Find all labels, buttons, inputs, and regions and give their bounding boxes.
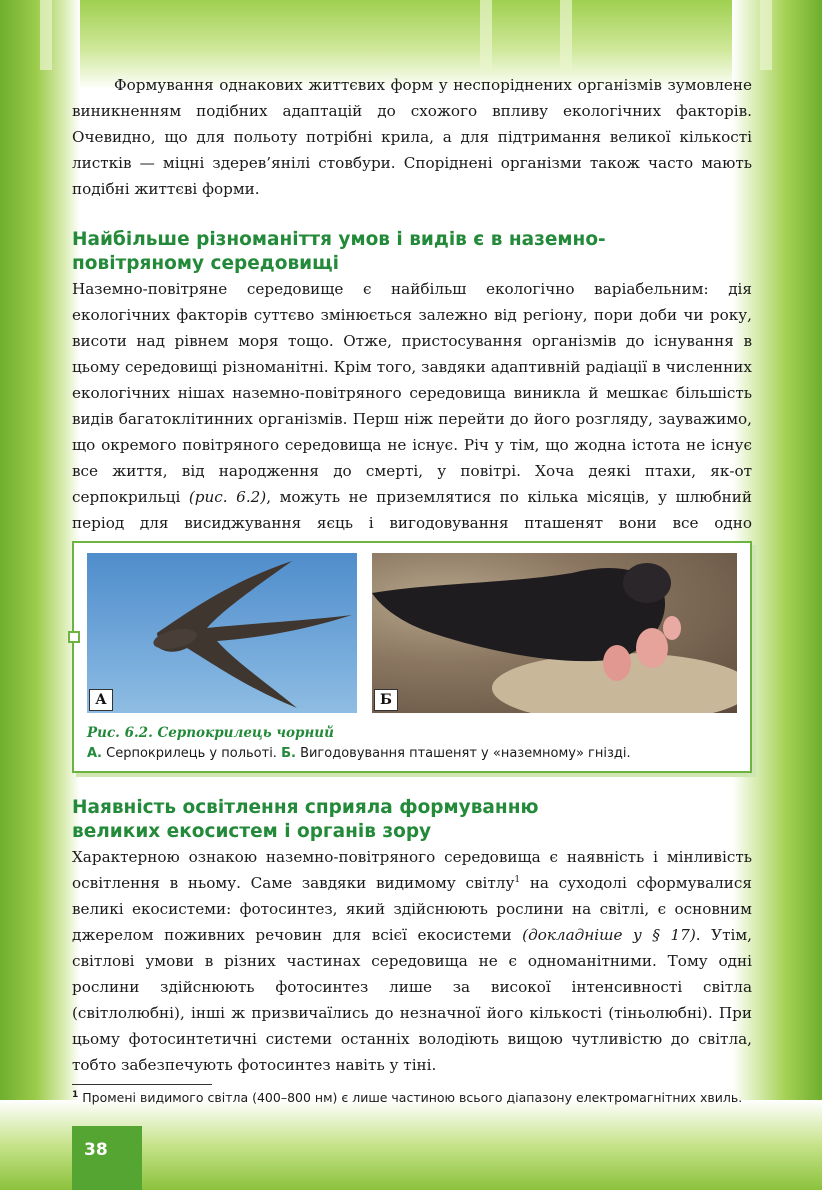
figure-caption [87,746,631,761]
section1-paragraph [72,276,752,562]
figure-6-2 [72,541,752,773]
figure-label-b: Б [374,689,398,711]
figure-title: Рис. 6.2. Серпокрилець чорний [87,725,334,741]
page-content-top [72,72,752,562]
section2-text-part1: Характерною ознакою наземно-повітряного середовища є наявність і мінливість освітлення в ньому. Саме завдяки видимому світлу [72,848,752,892]
caption-letter-b: Б. [281,746,296,761]
section-reference: (докладніше у § 17) [522,926,696,944]
footnote-text: Промені видимого світла (400–800 нм) є лише частиною всього діапазону електромагнітних хвиль. [78,1090,743,1105]
photo-swift-feeding-chicks [372,553,737,713]
figure-reference: (рис. 6.2) [188,488,267,506]
decorative-stripe [560,0,572,70]
page-number: 38 [84,1140,108,1160]
photo-swift-in-flight [87,553,357,713]
intro-paragraph: Формування однакових життєвих форм у неспоріднених організмів зумовлене виникненням подібних адаптацій до схожого впливу екологічних факторів. Очевидно, що для польоту потрібні крила, а для підтримання великої кількості листків — міцні здерев’янілі стовбури. Споріднені організми також часто мають подібні життєві форми. [72,76,752,198]
section1-text-before-ref: Наземно-повітряне середовище є найбільш екологічно варіабельним: дія екологічних факторів суттєво змінюється залежно від регіону, пори доби чи року, висоти над рівнем моря тощо. Отже, пристосування організмів до існування в цьому середовищі різноманітні. Крім того, завдяки адаптивній радіації в численних екологічних нішах наземно-повітряного середовища виникла й мешкає більшість видів багатоклітинних організмів. Перш ніж перейти до його розгляду, зауважимо, що окремого повітряного середовища не існує. Річ у тім, що жодна істота не існує все життя, від народження до смерті, у повітрі. Хоча деякі птахи, як-от серпокрильці [72,280,752,506]
section2-heading [72,796,752,844]
decorative-stripe [480,0,492,70]
figure-marker-icon [68,631,80,643]
section2-paragraph [72,844,752,1078]
caption-text-b: Вигодовування пташенят у «наземному» гнізді. [295,746,631,761]
decorative-stripe [760,0,772,70]
footnote [72,1089,752,1107]
page-content-bottom [72,796,752,1107]
section1-heading-line2: повітряному середовищі [72,253,339,274]
page-number-box [72,1126,142,1190]
swift-nest-illustration [372,553,737,713]
section2-text-part3: . Утім, світлові умови в різних частинах середовища не є одноманітними. Тому одні рослини здійснюють фотосинтез лише за високої інтенсивності світла (світлолюбні), інші ж призвичаїлись до незначної його кількості (тіньолюбні). При цьому фотосинтетичні системи останніх володіють вищою чутливістю до світла, тобто забезпечують фотосинтез навіть у тіні. [72,926,752,1074]
footnote-divider [72,1084,212,1085]
section1-heading-line1: Найбільше різноманіття умов і видів є в наземно- [72,229,606,250]
caption-text-a: Серпокрилець у польоті. [102,746,282,761]
section2-heading-line2: великих екосистем і органів зору [72,821,432,842]
footnote-number: 1 [72,1089,79,1100]
caption-letter-a: А. [87,746,102,761]
section2-heading-line1: Наявність освітлення сприяла формуванню [72,797,539,818]
section1-heading [72,228,752,276]
decorative-stripe [40,0,52,70]
decorative-background-left [0,0,80,1190]
section1-text-after-ref: , можуть не приземлятися по кілька місяців, у шлюбний період для висиджування яєць і вигодовування пташенят вони все одно [72,488,752,532]
swift-flying-illustration [87,553,357,713]
footnote-mark: 1 [514,874,521,885]
section2-text-part2: на суходолі сформувалися великі екосистеми: фотосинтез, який здійснюють рослини на світлі, є основним джерелом поживних речовин для всієї екосистеми [72,874,752,944]
figure-label-a: А [89,689,113,711]
